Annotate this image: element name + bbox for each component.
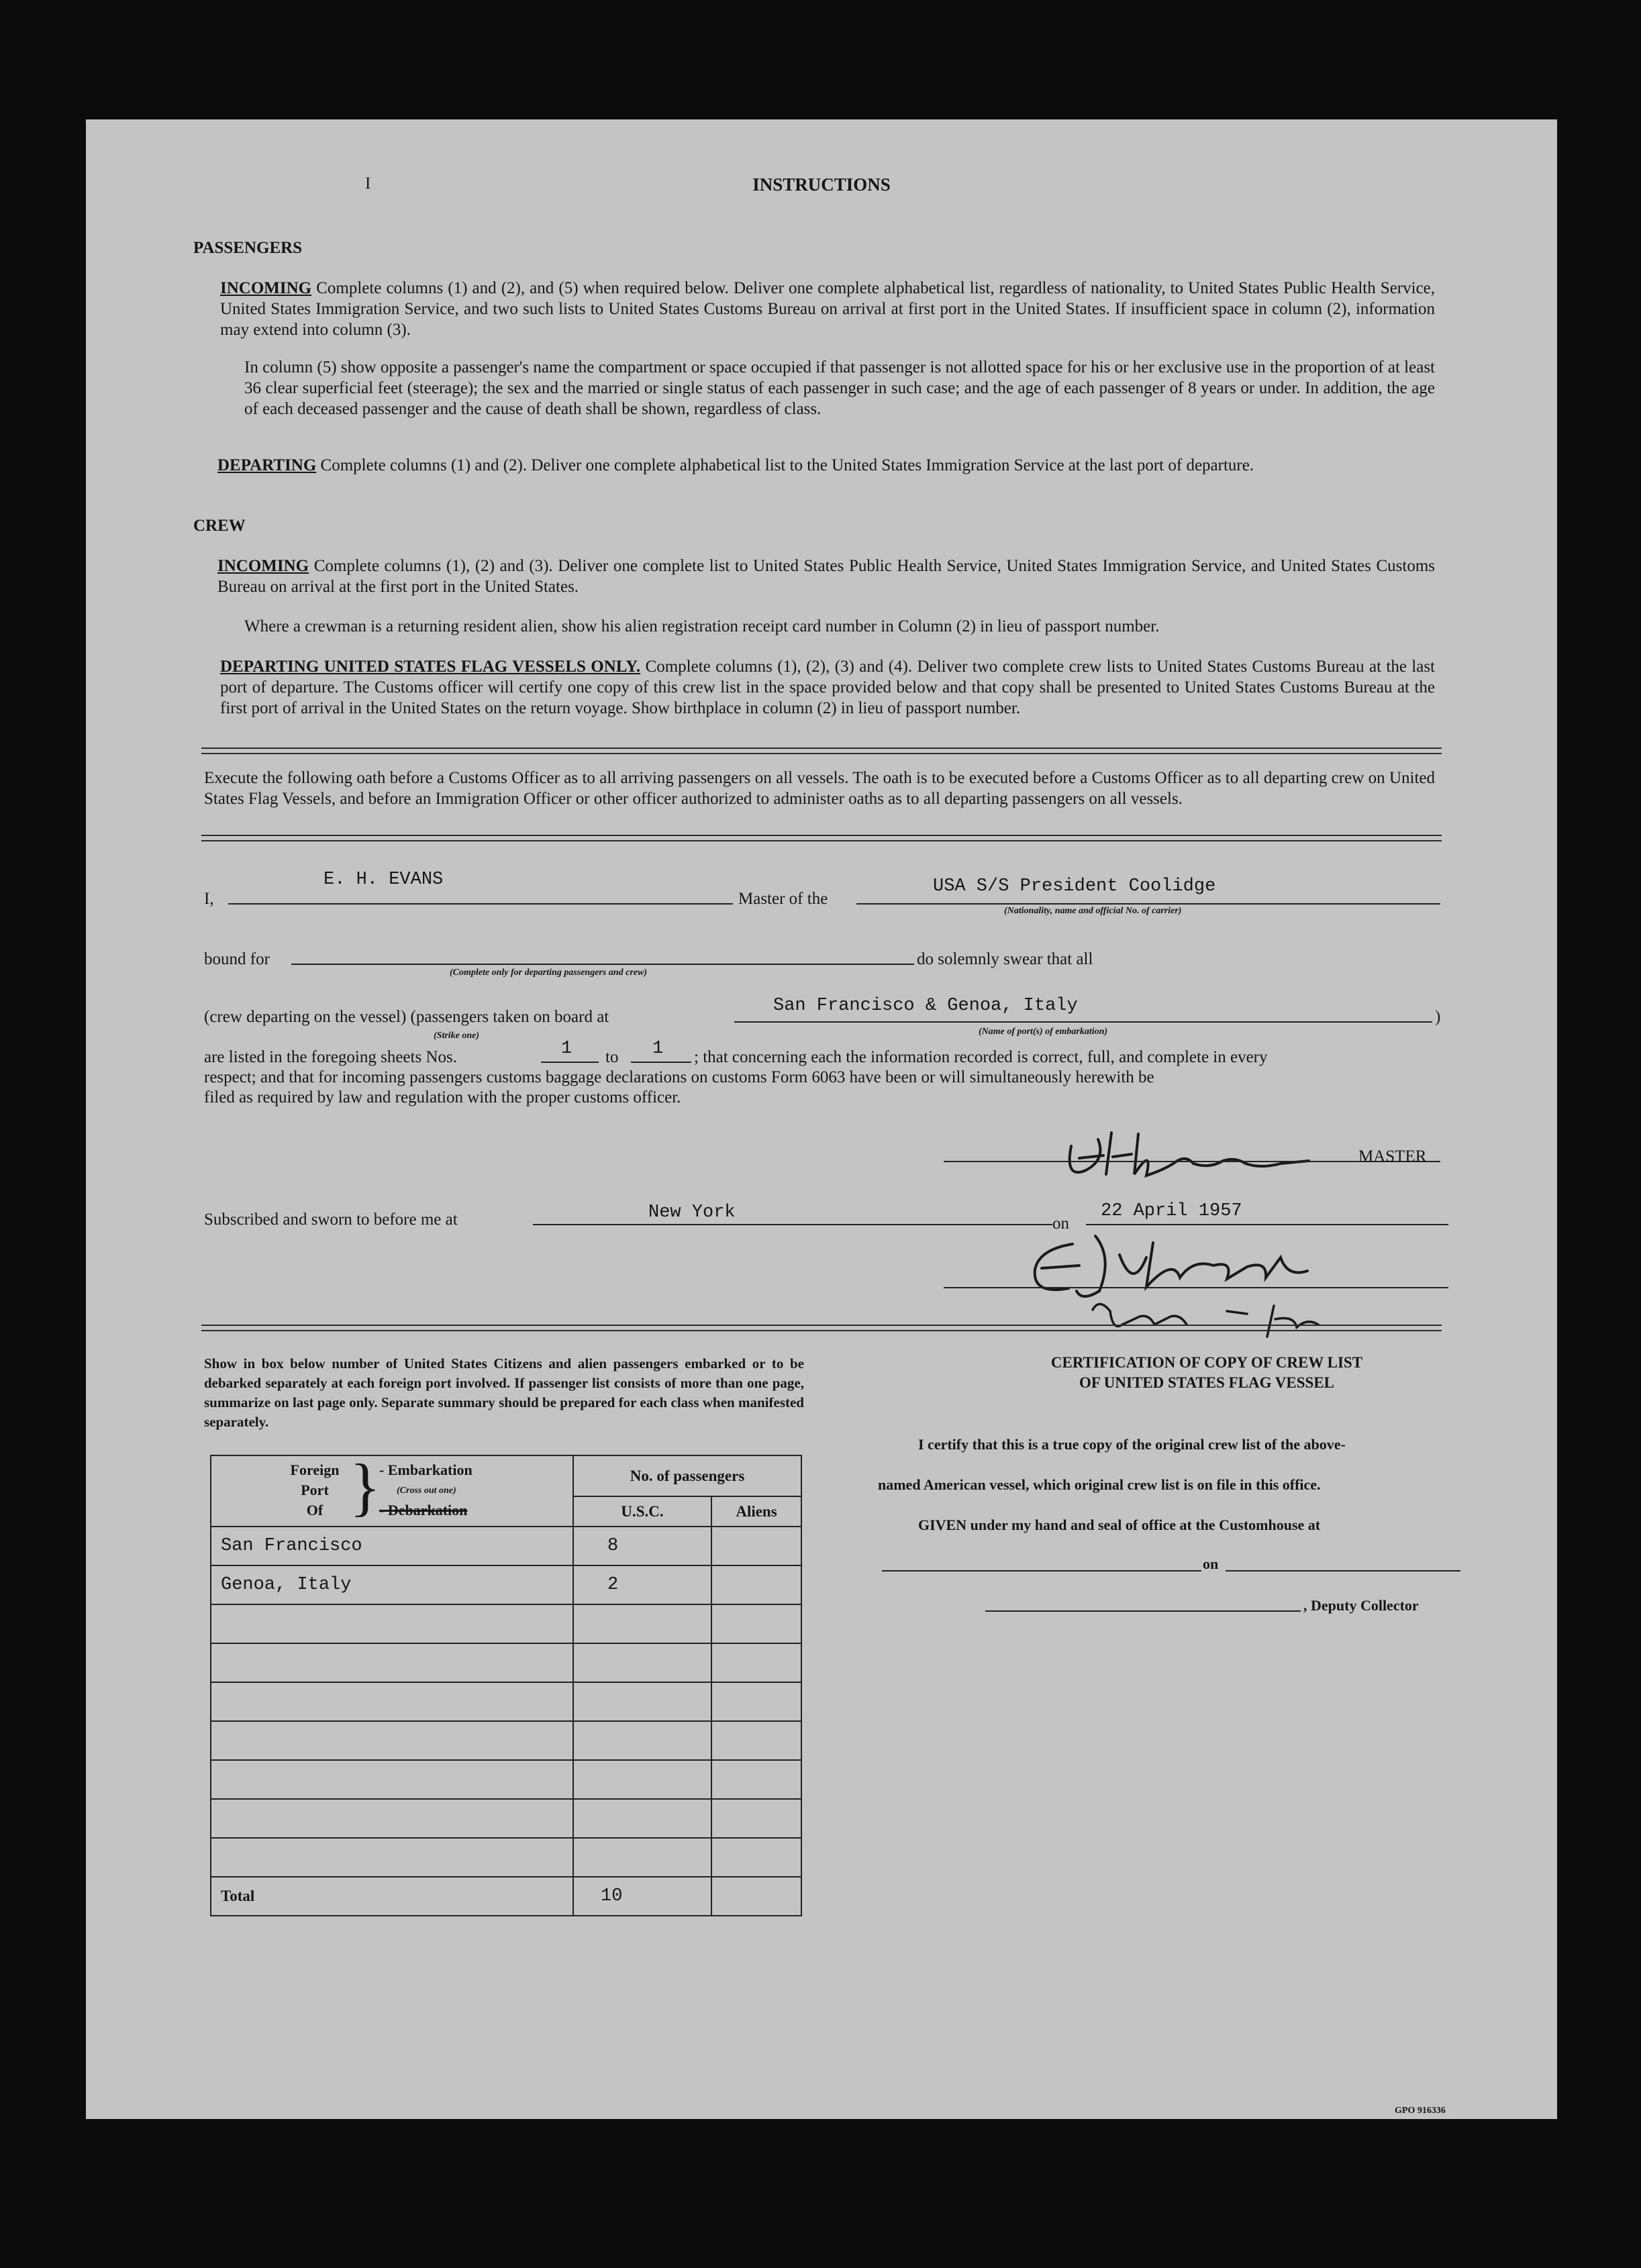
master-label: MASTER (1358, 1147, 1427, 1166)
bound-for-label: bound for (204, 950, 270, 968)
total-usc: 10 (573, 1877, 711, 1916)
crew-incoming-body: Complete columns (1), (2) and (3). Deliver one complete list to United States Public Health Service, United States Immigration Service, and United States Customs Bureau on arrival at the first port in the United States. (217, 557, 1436, 596)
aliens-header: Aliens (711, 1496, 801, 1527)
oath-i-label: I, (204, 890, 214, 908)
row-usc (573, 1682, 711, 1721)
master-of-label: Master of the (738, 890, 828, 908)
certification-on-label: on (1203, 1555, 1219, 1572)
passengers-incoming-label: INCOMING (220, 279, 312, 297)
certification-line-1: I certify that this is a true copy of the original crew list of the above- (918, 1436, 1346, 1453)
sworn-date-line (1086, 1224, 1448, 1225)
embarkation-ports: San Francisco & Genoa, Italy (773, 996, 1078, 1016)
crew-incoming-text (217, 556, 1435, 597)
certification-title-2: OF UNITED STATES FLAG VESSEL (1079, 1374, 1335, 1391)
master-signature (1059, 1119, 1314, 1193)
total-row (211, 1877, 801, 1916)
officer-signature-line (944, 1287, 1448, 1288)
passengers-column5-text: In column (5) show opposite a passenger's name the compartment or space occupied if that passenger is not allotted space for his or her exclusive use in the proportion of at least 36 clear superficial feet (steerage); the sex and the married or single status of each passenger in such case; and the age of each passenger of 8 years or under. In addition, the age of each deceased passenger and the cause of death shall be shown, regardless of class. (244, 358, 1435, 418)
certify-text-3: filed as required by law and regulation with the proper customs officer. (204, 1088, 681, 1106)
header-foreign: Foreign (290, 1461, 340, 1478)
row-port: San Francisco (211, 1527, 573, 1565)
master-name: E. H. EVANS (324, 870, 444, 890)
sheet-to-line (631, 1062, 691, 1063)
row-aliens (711, 1604, 801, 1643)
row-usc: 8 (573, 1527, 711, 1565)
deputy-collector-label: , Deputy Collector (1303, 1597, 1419, 1614)
passengers-departing-text (217, 455, 1435, 476)
table-row (211, 1799, 801, 1838)
table-row (211, 1721, 801, 1760)
table-header-row (211, 1455, 801, 1496)
sworn-place: New York (648, 1202, 736, 1223)
row-port (211, 1760, 573, 1799)
table-row (211, 1643, 801, 1682)
page-title: INSTRUCTIONS (752, 174, 891, 195)
cross-out-caption: (Cross out one) (397, 1486, 456, 1496)
row-usc (573, 1838, 711, 1877)
page-mark: I (365, 174, 371, 193)
subscribed-label: Subscribed and sworn to before me at (204, 1210, 458, 1229)
crew-departing-text (220, 656, 1435, 719)
row-port (211, 1721, 573, 1760)
row-aliens (711, 1527, 801, 1565)
total-aliens (711, 1877, 801, 1916)
passenger-summary-table (210, 1451, 802, 1916)
on-label: on (1052, 1215, 1069, 1233)
certification-line-3: GIVEN under my hand and seal of office at the Customhouse at (918, 1516, 1321, 1533)
row-usc (573, 1643, 711, 1682)
certification-title (878, 1353, 1536, 1393)
passengers-heading: PASSENGERS (193, 239, 303, 257)
certification-date-line (1226, 1570, 1460, 1571)
separator (201, 1325, 1442, 1331)
row-port (211, 1604, 573, 1643)
header-port: Port (301, 1482, 329, 1498)
row-port (211, 1799, 573, 1838)
certification-title-1: CERTIFICATION OF COPY OF CREW LIST (1050, 1354, 1363, 1371)
brace-icon: } (350, 1451, 381, 1523)
passengers-incoming-body: Complete columns (1) and (2), and (5) when required below. Deliver one complete alphabetical list, regardless of nationality, to United States Public Health Service, United States Immigration Service, and two such lists to United States Customs Bureau on arrival at first port in the United States. If insufficient space in column (2), information may extend into column (3). (220, 279, 1436, 339)
foreign-port-header (211, 1451, 573, 1527)
table-row (211, 1682, 801, 1721)
vessel-caption: (Nationality, name and official No. of carrier) (1004, 906, 1182, 916)
usc-header: U.S.C. (573, 1496, 711, 1527)
sworn-place-line (533, 1224, 1052, 1225)
passengers-incoming-text (220, 278, 1435, 340)
row-usc (573, 1760, 711, 1799)
total-label: Total (211, 1877, 573, 1916)
crew-departing-body: Complete columns (1), (2), (3) and (4). Deliver two complete crew lists to United States Customs Bureau at the last port of departure. The Customs officer will certify one copy of this crew list in the space provided below and that copy shall be presented to United States Customs Bureau at the first port of arrival in the United States on the return voyage. Show birthplace in column (2) in lieu of passport number. (220, 658, 1435, 717)
swear-text: do solemnly swear that all (917, 950, 1093, 968)
oath-instructions: Execute the following oath before a Customs Officer as to all arriving passengers on all vessels. The oath is to be executed before a Customs Officer as to all departing crew on United States Flag Vessels, and before an Immigration Officer or other officer authorized to administer oaths as to all departing passengers on all vessels. (204, 769, 1435, 808)
row-port (211, 1643, 573, 1682)
ports-caption: (Name of port(s) of embarkation) (979, 1027, 1108, 1037)
row-aliens (711, 1838, 801, 1877)
bound-caption: (Complete only for departing passengers and crew) (450, 968, 647, 978)
sheet-from: 1 (561, 1039, 573, 1059)
row-aliens (711, 1799, 801, 1838)
row-aliens (711, 1565, 801, 1604)
no-of-passengers-header: No. of passengers (573, 1455, 801, 1496)
sworn-date: 22 April 1957 (1101, 1201, 1242, 1221)
deputy-signature-line (985, 1610, 1301, 1612)
vessel-line (856, 903, 1440, 905)
sheet-from-line (541, 1062, 599, 1063)
close-paren: ) (1435, 1008, 1441, 1026)
row-aliens (711, 1760, 801, 1799)
sheet-to: 1 (652, 1039, 664, 1059)
master-name-line (228, 903, 733, 905)
customhouse-line (882, 1570, 1201, 1571)
row-port: Genoa, Italy (211, 1565, 573, 1604)
crew-heading: CREW (193, 517, 246, 535)
vessel-name: USA S/S President Coolidge (933, 876, 1216, 896)
table-row (211, 1604, 801, 1643)
table-row (211, 1565, 801, 1604)
crew-departing-text: (crew departing on the vessel) (passengers taken on board at (204, 1008, 609, 1026)
strike-caption: (Strike one) (434, 1031, 480, 1041)
crew-incoming-label: INCOMING (217, 557, 309, 575)
ports-line (734, 1021, 1432, 1023)
row-aliens (711, 1682, 801, 1721)
document-page (86, 119, 1557, 2119)
debarkation-option: - Debarkation (379, 1502, 468, 1518)
table-row (211, 1527, 801, 1565)
crew-departing-label: DEPARTING UNITED STATES FLAG VESSELS ONLY. (220, 658, 641, 676)
crew-resident-text: Where a crewman is a returning resident alien, show his alien registration receipt card number in Column (2) in lieu of passport number. (244, 617, 1160, 635)
separator (201, 835, 1442, 841)
table-row (211, 1838, 801, 1877)
row-aliens (711, 1643, 801, 1682)
row-aliens (711, 1721, 801, 1760)
row-port (211, 1838, 573, 1877)
separator (201, 748, 1442, 754)
passengers-departing-body: Complete columns (1) and (2). Deliver one complete alphabetical list to the United States Immigration Service at the last port of departure. (320, 456, 1254, 474)
row-usc (573, 1721, 711, 1760)
footer-code: GPO 916336 (1395, 2106, 1446, 2116)
bound-for-line (291, 964, 914, 965)
header-of: Of (306, 1502, 324, 1518)
embarkation-option: - Embarkation (379, 1461, 473, 1478)
listed-text: are listed in the foregoing sheets Nos. (204, 1048, 457, 1066)
certify-text: ; that concerning each the information recorded is correct, full, and complete in every (694, 1048, 1268, 1066)
certification-line-2: named American vessel, which original crew list is on file in this office. (878, 1476, 1321, 1493)
certify-text-2: respect; and that for incoming passengers customs baggage declarations on customs Form 6063 have been or will simultaneously herewith be (204, 1068, 1154, 1086)
row-usc (573, 1604, 711, 1643)
table-row (211, 1760, 801, 1799)
to-label: to (605, 1048, 619, 1066)
row-usc: 2 (573, 1565, 711, 1604)
row-port (211, 1682, 573, 1721)
passengers-departing-label: DEPARTING (217, 456, 317, 474)
row-usc (573, 1799, 711, 1838)
summary-instructions: Show in box below number of United States Citizens and alien passengers embarked or to be debarked separately at each foreign port involved. If passenger list consists of more than one page, summarize on last page only. Separate summary should be prepared for each class when manifested separately. (204, 1355, 804, 1430)
